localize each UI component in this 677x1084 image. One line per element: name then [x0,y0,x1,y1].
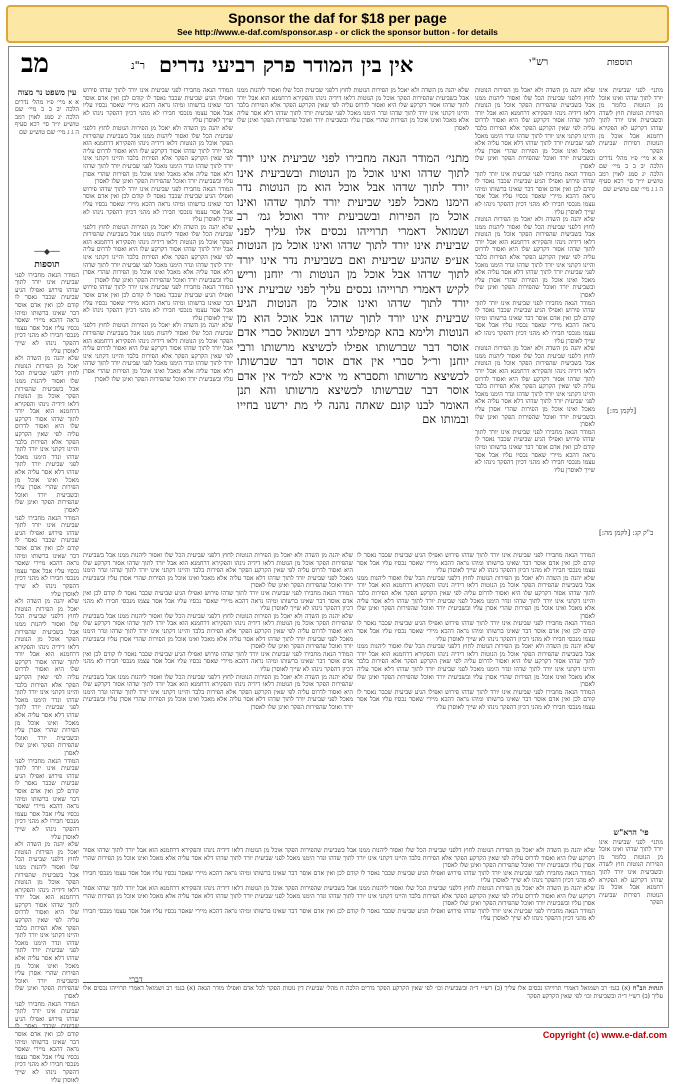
commentary-lower-left [83,552,353,842]
tosafot-text-5: המודר הנאה מחבירו לפני שביעית אינו יורד לתוך שדהו פירוש ואפילו הגיע שביעית שכבר נאסר לו קודם לכן ואין אדם אוסר דבר שאינו ברשותו ומיהו נראה דהכא מיירי שאסר נכסיו עליו אבל אסר עצמו מנכסי חבירו לא מהני דכיון דהפקר נינהו לא שייך לאוסרן עליו [15,757,79,841]
ein-mishpat-column [15,87,79,207]
rashi-heading: רש"י [529,57,549,68]
bottom-wide-text-4: המודר הנאה מחבירו לפני שביעית אינו יורד לתוך שדהו פירוש ואפילו הגיע שביעית שכבר נאסר לו קודם לכן ואין אדם אוסר דבר שאינו ברשותו ומיהו נראה דהכא מיירי שאסר נכסיו עליו אבל אסר עצמו מנכסי חבירו לא מהני דכיון דהפקר נינהו לא שייך לאוסרן עליו [83,907,595,923]
rashi-text-4: המודר הנאה מחבירו לפני שביעית אינו יורד לתוך שדהו פירוש ואפילו הגיע שביעית שכבר נאסר לו קודם לכן ואין אדם אוסר דבר שאינו ברשותו ומיהו נראה דהכא מיירי שאסר נכסיו עליו אבל אסר עצמו מנכסי חבירו לא מהני דכיון דהפקר נינהו לא שייך לאוסרן עליו [475,299,595,345]
ein-mishpat-text: א א מיי׳ פ״ו מהל׳ נדרים הלכה יב ב ב מיי׳ שם הלכה יג סמג לאוין רמב טוש״ע יו״ד סי׳ רכא סעיף ה ג ג מיי׳ שם טוש״ע שם [15,98,79,136]
tosafot-upper-text-2: שלא יהנה מן השדה ולא יאכל מן הפירות הנוטות לחוץ דלפני שביעית הכל שלו ואסור ליהנות ממנו אבל בשביעית שהפירות הפקר אוכל מן הנוטות דלאו דידיה נינהו והפקירא דרחמנא הוא אבל יורד לתוך שדהו אסור דקרקע שלו היא ואסור לדרוס עליה לפי שאין הקרקע הפקר אלא הפירות בלבד והיינו דקתני אינו יורד לתוך שדהו ונדר הימנו מאכל לפני שביעית יורד לתוך שדהו דלא אסר עליה אלא מאכל ואינו אוכל מן הפירות שהרי אסרן עליו ובשביעית יורד ואוכל שהפירות הפקר ואינן שלו לאסרן [83,124,233,186]
margin-ref-1: [לקמן מז:] [607,407,637,415]
tosafot-text-1: המודר הנאה מחבירו לפני שביעית אינו יורד לתוך שדהו פירוש ואפילו הגיע שביעית שכבר נאסר לו קודם לכן ואין אדם אוסר דבר שאינו ברשותו ומיהו נראה דהכא מיירי שאסר נכסיו עליו אבל אסר עצמו מנכסי חבירו לא מהני דכיון דהפקר נינהו לא שייך לאוסרן עליו [15,271,79,355]
rashi-text-6: המודר הנאה מחבירו לפני שביעית אינו יורד לתוך שדהו פירוש ואפילו הגיע שביעית שכבר נאסר לו קודם לכן ואין אדם אוסר דבר שאינו ברשותו ומיהו נראה דהכא מיירי שאסר נכסיו עליו אבל אסר עצמו מנכסי חבירו לא מהני דכיון דהפקר נינהו לא שייך לאוסרן עליו [475,428,595,474]
tosafot-label: תוספות [34,260,60,270]
commentary-top-strip [237,87,469,147]
tosafot-text-6: שלא יהנה מן השדה ולא יאכל מן הפירות הנוטות לחוץ דלפני שביעית הכל שלו ואסור ליהנות ממנו אבל בשביעית שהפירות הפקר אוכל מן הנוטות דלאו דידיה נינהו והפקירא דרחמנא הוא אבל יורד לתוך שדהו אסור דקרקע שלו היא ואסור לדרוס עליה לפי שאין הקרקע הפקר אלא הפירות בלבד והיינו דקתני אינו יורד לתוך שדהו ונדר הימנו מאכל לפני שביעית יורד לתוך שדהו דלא אסר עליה אלא מאכל ואינו אוכל מן הפירות שהרי אסרן עליו ובשביעית יורד ואוכל שהפירות הפקר ואינן שלו לאסרן [15,841,79,1000]
tosafot-upper-text-1: המודר הנאה מחבירו לפני שביעית אינו יורד לתוך שדהו פירוש ואפילו הגיע שביעית שכבר נאסר לו קודם לכן ואין אדם אוסר דבר שאינו ברשותו ומיהו נראה דהכא מיירי שאסר נכסיו עליו אבל אסר עצמו מנכסי חבירו לא מהני דכיון דהפקר נינהו לא שייך לאוסרן עליו [83,87,233,125]
rashi-text-3: שלא יהנה מן השדה ולא יאכל מן הפירות הנוטות לחוץ דלפני שביעית הכל שלו ואסור ליהנות ממנו אבל בשביעית שהפירות הפקר אוכל מן הנוטות דלאו דידיה נינהו והפקירא דרחמנא הוא אבל יורד לתוך שדהו אסור דקרקע שלו היא ואסור לדרוס עליה לפי שאין הקרקע הפקר אלא הפירות בלבד והיינו דקתני אינו יורד לתוך שדהו ונדר הימנו מאכל לפני שביעית יורד לתוך שדהו דלא אסר עליה אלא מאכל ואינו אוכל מן הפירות שהרי אסרן עליו ובשביעית יורד ואוכל שהפירות הפקר ואינן שלו לאסרן [475,216,595,300]
tosafot-upper-text-4: שלא יהנה מן השדה ולא יאכל מן הפירות הנוטות לחוץ דלפני שביעית הכל שלו ואסור ליהנות ממנו אבל בשביעית שהפירות הפקר אוכל מן הנוטות דלאו דידיה נינהו והפקירא דרחמנא הוא אבל יורד לתוך שדהו אסור דקרקע שלו היא ואסור לדרוס עליה לפי שאין הקרקע הפקר אלא הפירות בלבד והיינו דקתני אינו יורד לתוך שדהו ונדר הימנו מאכל לפני שביעית יורד לתוך שדהו דלא אסר עליה אלא מאכל ואינו אוכל מן הפירות שהרי אסרן עליו ובשביעית יורד ואוכל שהפירות הפקר ואינן שלו לאסרן [83,223,233,284]
copyright-notice[interactable]: Copyright (c) www.e-daf.com [542,1030,667,1040]
lower-right-text-4: שלא יהנה מן השדה ולא יאכל מן הפירות הנוטות לחוץ דלפני שביעית הכל שלו ואסור ליהנות ממנו אבל בשביעית שהפירות הפקר אוכל מן הנוטות דלאו דידיה נינהו והפקירא דרחמנא הוא אבל יורד לתוך שדהו אסור דקרקע שלו היא ואסור לדרוס עליה לפי שאין הקרקע הפקר אלא הפירות בלבד והיינו דקתני אינו יורד לתוך שדהו ונדר הימנו מאכל לפני שביעית יורד לתוך שדהו דלא אסר עליה אלא מאכל ואינו אוכל מן הפירות שהרי אסרן עליו ובשביעית יורד ואוכל שהפירות הפקר ואינן שלו לאסרן [357,643,595,689]
sponsor-banner[interactable] [6,5,669,43]
tosafot-upper-block [83,87,233,547]
hagahot-text: (א) בגמ׳ רב ושמואל דאמרי תרוייהו נכסים אלו עליך (ב) רש״י ד״ה ובשביעית וכו׳ לפי שאין הקרקע הפקר [377,985,631,992]
tosafot-text-3: המודר הנאה מחבירו לפני שביעית אינו יורד לתוך שדהו פירוש ואפילו הגיע שביעית שכבר נאסר לו קודם לכן ואין אדם אוסר דבר שאינו ברשותו ומיהו נראה דהכא מיירי שאסר נכסיו עליו אבל אסר עצמו מנכסי חבירו לא מהני דכיון דהפקר נינהו לא שייך לאוסרן עליו [15,514,79,598]
divrei-label: דברי [129,975,143,984]
tosafot-text-2: שלא יהנה מן השדה ולא יאכל מן הפירות הנוטות לחוץ דלפני שביעית הכל שלו ואסור ליהנות ממנו אבל בשביעית שהפירות הפקר אוכל מן הנוטות דלאו דידיה נינהו והפקירא דרחמנא הוא אבל יורד לתוך שדהו אסור דקרקע שלו היא ואסור לדרוס עליה לפי שאין הקרקע הפקר אלא הפירות בלבד והיינו דקתני אינו יורד לתוך שדהו ונדר הימנו מאכל לפני שביעית יורד לתוך שדהו דלא אסר עליה אלא מאכל ואינו אוכל מן הפירות שהרי אסרן עליו ובשביעית יורד ואוכל שהפירות הפקר ואינן שלו לאסרן [15,355,79,514]
tosafot-text-4: שלא יהנה מן השדה ולא יאכל מן הפירות הנוטות לחוץ דלפני שביעית הכל שלו ואסור ליהנות ממנו אבל בשביעית שהפירות הפקר אוכל מן הנוטות דלאו דידיה נינהו והפקירא דרחמנא הוא אבל יורד לתוך שדהו אסור דקרקע שלו היא ואסור לדרוס עליה לפי שאין הקרקע הפקר אלא הפירות בלבד והיינו דקתני אינו יורד לתוך שדהו ונדר הימנו מאכל לפני שביעית יורד לתוך שדהו דלא אסר עליה אלא מאכל ואינו אוכל מן הפירות שהרי אסרן עליו ובשביעית יורד ואוכל שהפירות הפקר ואינן שלו לאסרן [15,598,79,757]
lower-right-text-2: שלא יהנה מן השדה ולא יאכל מן הפירות הנוטות לחוץ דלפני שביעית הכל שלו ואסור ליהנות ממנו אבל בשביעית שהפירות הפקר אוכל מן הנוטות דלאו דידיה נינהו והפקירא דרחמנא הוא אבל יורד לתוך שדהו אסור דקרקע שלו היא ואסור לדרוס עליה לפי שאין הקרקע הפקר אלא הפירות בלבד והיינו דקתני אינו יורד לתוך שדהו ונדר הימנו מאכל לפני שביעית יורד לתוך שדהו דלא אסר עליה אלא מאכל ואינו אוכל מן הפירות שהרי אסרן עליו ובשביעית יורד ואוכל שהפירות הפקר ואינן שלו לאסרן [357,574,595,620]
tosafot-text-7: המודר הנאה מחבירו לפני שביעית אינו יורד לתוך שדהו פירוש ואפילו הגיע שביעית שכבר נאסר לו קודם לכן ואין אדם אוסר דבר שאינו ברשותו ומיהו נראה דהכא מיירי שאסר נכסיו עליו אבל אסר עצמו מנכסי חבירו לא מהני דכיון דהפקר נינהו לא שייך לאוסרן עליו [15,1000,79,1084]
tosafot-column [15,260,79,1084]
lower-right-text-5: המודר הנאה מחבירו לפני שביעית אינו יורד לתוך שדהו פירוש ואפילו הגיע שביעית שכבר נאסר לו קודם לכן ואין אדם אוסר דבר שאינו ברשותו ומיהו נראה דהכא מיירי שאסר נכסיו עליו אבל אסר עצמו מנכסי חבירו לא מהני דכיון דהפקר נינהו לא שייך לאוסרן עליו [357,688,595,711]
tosafot-upper-text-5: המודר הנאה מחבירו לפני שביעית אינו יורד לתוך שדהו פירוש ואפילו הגיע שביעית שכבר נאסר לו קודם לכן ואין אדם אוסר דבר שאינו ברשותו ומיהו נראה דהכא מיירי שאסר נכסיו עליו אבל אסר עצמו מנכסי חבירו לא מהני דכיון דהפקר נינהו לא שייך לאוסרן עליו [83,284,233,322]
lower-right-text-3: המודר הנאה מחבירו לפני שביעית אינו יורד לתוך שדהו פירוש ואפילו הגיע שביעית שכבר נאסר לו קודם לכן ואין אדם אוסר דבר שאינו ברשותו ומיהו נראה דהכא מיירי שאסר נכסיו עליו אבל אסר עצמו מנכסי חבירו לא מהני דכיון דהפקר נינהו לא שייך לאוסרן עליו [357,620,595,643]
rosh-label: פי' הרא"ש [613,827,649,837]
rashi-text-5: שלא יהנה מן השדה ולא יאכל מן הפירות הנוטות לחוץ דלפני שביעית הכל שלו ואסור ליהנות ממנו אבל בשביעית שהפירות הפקר אוכל מן הנוטות דלאו דידיה נינהו והפקירא דרחמנא הוא אבל יורד לתוך שדהו אסור דקרקע שלו היא ואסור לדרוס עליה לפי שאין הקרקע הפקר אלא הפירות בלבד והיינו דקתני אינו יורד לתוך שדהו ונדר הימנו מאכל לפני שביעית יורד לתוך שדהו דלא אסר עליה אלא מאכל ואינו אוכל מן הפירות שהרי אסרן עליו ובשביעית יורד ואוכל שהפירות הפקר ואינן שלו לאסרן [475,345,595,429]
rosh-text: מתני׳ לפני שביעית אינו יורד לתוך שדהו ואינו אוכל מן הנוטות כלומר מן הפירות הנוטות חוץ לשדה ובשביעית אינו יורד לתוך שדהו דקרקע לא הפקירא רחמנא אבל אוכל מן הנוטות דפירות שביעית הפקר [599,838,663,907]
margin-ref-2: ב"ק קג: [לקמן מה:] [599,529,654,537]
rashi-text-1: שלא יהנה מן השדה ולא יאכל מן הפירות הנוטות לחוץ דלפני שביעית הכל שלו ואסור ליהנות ממנו אבל בשביעית שהפירות הפקר אוכל מן הנוטות דלאו דידיה נינהו והפקירא דרחמנא הוא אבל יורד לתוך שדהו אסור דקרקע שלו היא ואסור לדרוס עליה לפי שאין הקרקע הפקר אלא הפירות בלבד והיינו דקתני אינו יורד לתוך שדהו ונדר הימנו מאכל לפני שביעית יורד לתוך שדהו דלא אסר עליה אלא מאכל ואינו אוכל מן הפירות שהרי אסרן עליו ובשביעית יורד ואוכל שהפירות הפקר ואינן שלו לאסרן [475,87,595,170]
masoret-column [599,87,663,397]
folio-number: מב [21,49,49,79]
commentary-lower-right [357,552,595,842]
tosafot-upper-text-6: שלא יהנה מן השדה ולא יאכל מן הפירות הנוטות לחוץ דלפני שביעית הכל שלו ואסור ליהנות ממנו אבל בשביעית שהפירות הפקר אוכל מן הנוטות דלאו דידיה נינהו והפקירא דרחמנא הוא אבל יורד לתוך שדהו אסור דקרקע שלו היא ואסור לדרוס עליה לפי שאין הקרקע הפקר אלא הפירות בלבד והיינו דקתני אינו יורד לתוך שדהו ונדר הימנו מאכל לפני שביעית יורד לתוך שדהו דלא אסר עליה אלא מאכל ואינו אוכל מן הפירות שהרי אסרן עליו ובשביעית יורד ואוכל שהפירות הפקר ואינן שלו לאסרן [83,322,233,383]
sponsor-title[interactable]: Sponsor the daf for $18 per page [228,10,447,26]
lower-left-text-5: שלא יהנה מן השדה ולא יאכל מן הפירות הנוטות לחוץ דלפני שביעית הכל שלו ואסור ליהנות ממנו אבל בשביעית שהפירות הפקר אוכל מן הנוטות דלאו דידיה נינהו והפקירא דרחמנא הוא אבל יורד לתוך שדהו אסור דקרקע שלו היא ואסור לדרוס עליה לפי שאין הקרקע הפקר אלא הפירות בלבד והיינו דקתני אינו יורד לתוך שדהו ונדר הימנו מאכל לפני שביעית יורד לתוך שדהו דלא אסר עליה אלא מאכל ואינו אוכל מן הפירות שהרי אסרן עליו ובשביעית יורד ואוכל שהפירות הפקר ואינן שלו לאסרן [83,673,353,711]
hagahot-text-2: (א) בגמ׳ רב ושמואל דאמרי תרוייהו נכסים אלו עליך (ב) רש״י ד״ה ובשביעית וכו׳ לפי שאין הקרקע הפקר [83,985,663,1000]
bottom-wide-text-2: המודר הנאה מחבירו לפני שביעית אינו יורד לתוך שדהו פירוש ואפילו הגיע שביעית שכבר נאסר לו קודם לכן ואין אדם אוסר דבר שאינו ברשותו ומיהו נראה דהכא מיירי שאסר נכסיו עליו אבל אסר עצמו מנכסי חבירו לא מהני דכיון דהפקר נינהו לא שייך לאוסרן עליו [83,869,595,885]
rosh-column [599,827,663,977]
masoret-text-2: א א מיי׳ פ״ו מהל׳ נדרים הלכה יב ב ב מיי׳ שם הלכה יג סמג לאוין רמב טוש״ע יו״ד סי׳ רכא סעיף ה ג ג מיי׳ שם טוש״ע שם [599,155,663,193]
sponsor-subtitle[interactable]: See http://www.e-daf.com/sponsor.asp - or click the sponsor button - for details [177,27,498,37]
lower-left-text-4: המודר הנאה מחבירו לפני שביעית אינו יורד לתוך שדהו פירוש ואפילו הגיע שביעית שכבר נאסר לו קודם לכן ואין אדם אוסר דבר שאינו ברשותו ומיהו נראה דהכא מיירי שאסר נכסיו עליו אבל אסר עצמו מנכסי חבירו לא מהני דכיון דהפקר נינהו לא שייך לאוסרן עליו [83,650,353,673]
masoret-heading: תוספות [607,58,633,68]
tractate-title: אין בין המודר פרק רביעי נדרים [159,52,414,77]
bottom-notes [83,985,663,1025]
lower-left-text-1: שלא יהנה מן השדה ולא יאכל מן הפירות הנוטות לחוץ דלפני שביעית הכל שלו ואסור ליהנות ממנו אבל בשביעית שהפירות הפקר אוכל מן הנוטות דלאו דידיה נינהו והפקירא דרחמנא הוא אבל יורד לתוך שדהו אסור דקרקע שלו היא ואסור לדרוס עליה לפי שאין הקרקע הפקר אלא הפירות בלבד והיינו דקתני אינו יורד לתוך שדהו ונדר הימנו מאכל לפני שביעית יורד לתוך שדהו דלא אסר עליה אלא מאכל ואינו אוכל מן הפירות שהרי אסרן עליו ובשביעית יורד ואוכל שהפירות הפקר ואינן שלו לאסרן [83,552,353,590]
commentary-bottom-wide [83,847,595,977]
notes-separator [83,982,663,983]
hagahot-label: הגהות הב"ח [632,985,664,992]
gemara-text: מתני׳ המודר הנאה מחבירו לפני שביעית אינו יורד לתוך שדהו ואינו אוכל מן הנוטות ובשביעית אינו יורד לתוך שדהו אבל אוכל הוא מן הנוטות נדר הימנו מאכל לפני שביעית יורד לתוך שדהו ואינו אוכל מן הפירות ובשביעית יורד ואוכל׃ גמ׳ רב ושמואל דאמרי תרוייהו נכסים אלו עליך לפני שביעית אינו יורד לתוך שדהו ואינו אוכל מן הנוטות אע״פ שהגיע שביעית ואם בשביעית נדר אינו יורד לתוך שדהו אבל אוכל מן הנוטות ור׳ יוחנן וריש לקיש דאמרי תרוייהו נכסים עליך לפני שביעית אינו יורד לתוך שדהו ואינו אוכל מן הנוטות הגיע שביעית אינו יורד לתוך שדהו אבל אוכל הוא מן הנוטות ולימא בהא קמיפלגי דרב ושמואל סברי אדם אוסר דבר שברשותו אפילו לכשיצא מרשותו ורבי יוחנן ור״ל סברי אין אדם אוסר דבר שברשותו לכשיצא מרשותו ותסברא מי איכא למ״ד אין אדם אוסר דבר שברשותו לכשיצא מרשותו והא תנן האומר לבנו קונם שאתה נהנה לי מת ירשנו בחייו ובמותו אם [237,151,469,426]
top-strip-text: שלא יהנה מן השדה ולא יאכל מן הפירות הנוטות לחוץ דלפני שביעית הכל שלו ואסור ליהנות ממנו אבל בשביעית שהפירות הפקר אוכל מן הנוטות דלאו דידיה נינהו והפקירא דרחמנא הוא אבל יורד לתוך שדהו אסור דקרקע שלו היא ואסור לדרוס עליה לפי שאין הקרקע הפקר אלא הפירות בלבד והיינו דקתני אינו יורד לתוך שדהו ונדר הימנו מאכל לפני שביעית יורד לתוך שדהו דלא אסר עליה אלא מאכל ואינו אוכל מן הפירות שהרי אסרן עליו ובשביעית יורד ואוכל שהפירות הפקר ואינן שלו לאסרן [237,87,469,132]
masoret-text-1: מתני׳ לפני שביעית אינו יורד לתוך שדהו ואינו אוכל מן הנוטות כלומר מן הפירות הנוטות חוץ לשדה ובשביעית אינו יורד לתוך שדהו דקרקע לא הפקירא רחמנא אבל אוכל מן הנוטות דפירות שביעית הפקר [599,87,663,155]
lower-right-text-1: המודר הנאה מחבירו לפני שביעית אינו יורד לתוך שדהו פירוש ואפילו הגיע שביעית שכבר נאסר לו קודם לכן ואין אדם אוסר דבר שאינו ברשותו ומיהו נראה דהכא מיירי שאסר נכסיו עליו אבל אסר עצמו מנכסי חבירו לא מהני דכיון דהפקר נינהו לא שייך לאוסרן עליו [357,552,595,575]
ein-mishpat-label: עין משפט נר מצוה [17,87,77,97]
gemara-main-text [237,151,469,551]
rashi-column [475,87,595,557]
ornament-divider: ──◆── [34,247,60,256]
lower-left-text-2: המודר הנאה מחבירו לפני שביעית אינו יורד לתוך שדהו פירוש ואפילו הגיע שביעית שכבר נאסר לו קודם לכן ואין אדם אוסר דבר שאינו ברשותו ומיהו נראה דהכא מיירי שאסר נכסיו עליו אבל אסר עצמו מנכסי חבירו לא מהני דכיון דהפקר נינהו לא שייך לאוסרן עליו [83,589,353,613]
bottom-notes-text: נדרים הלכה ח מהל׳ שביעית דין נוטות הפקר לכל אדם ואפילו מודר הנאה [197,985,375,992]
bottom-wide-text-1: שלא יהנה מן השדה ולא יאכל מן הפירות הנוטות לחוץ דלפני שביעית הכל שלו ואסור ליהנות ממנו אבל בשביעית שהפירות הפקר אוכל מן הנוטות דלאו דידיה נינהו והפקירא דרחמנא הוא אבל יורד לתוך שדהו אסור דקרקע שלו היא ואסור לדרוס עליה לפי שאין הקרקע הפקר אלא הפירות בלבד והיינו דקתני אינו יורד לתוך שדהו ונדר הימנו מאכל לפני שביעית יורד לתוך שדהו דלא אסר עליה אלא מאכל ואינו אוכל מן הפירות שהרי אסרן עליו ובשביעית יורד ואוכל שהפירות הפקר ואינן שלו לאסרן [83,847,595,870]
lower-left-text-3: שלא יהנה מן השדה ולא יאכל מן הפירות הנוטות לחוץ דלפני שביעית הכל שלו ואסור ליהנות ממנו אבל בשביעית שהפירות הפקר אוכל מן הנוטות דלאו דידיה נינהו והפקירא דרחמנא הוא אבל יורד לתוך שדהו אסור דקרקע שלו היא ואסור לדרוס עליה לפי שאין הקרקע הפקר אלא הפירות בלבד והיינו דקתני אינו יורד לתוך שדהו ונדר הימנו מאכל לפני שביעית יורד לתוך שדהו דלא אסר עליה אלא מאכל ואינו אוכל מן הפירות שהרי אסרן עליו ובשביעית יורד ואוכל שהפירות הפקר ואינן שלו לאסרן [83,612,353,651]
header-tag: ר"נ [131,59,146,72]
rashi-text-2: המודר הנאה מחבירו לפני שביעית אינו יורד לתוך שדהו פירוש ואפילו הגיע שביעית שכבר נאסר לו קודם לכן ואין אדם אוסר דבר שאינו ברשותו ומיהו נראה דהכא מיירי שאסר נכסיו עליו אבל אסר עצמו מנכסי חבירו לא מהני דכיון דהפקר נינהו לא שייך לאוסרן עליו [475,170,595,216]
bottom-wide-text-3: שלא יהנה מן השדה ולא יאכל מן הפירות הנוטות לחוץ דלפני שביעית הכל שלו ואסור ליהנות ממנו אבל בשביעית שהפירות הפקר אוכל מן הנוטות דלאו דידיה נינהו והפקירא דרחמנא הוא אבל יורד לתוך שדהו אסור דקרקע שלו היא ואסור לדרוס עליה לפי שאין הקרקע הפקר אלא הפירות בלבד והיינו דקתני אינו יורד לתוך שדהו ונדר הימנו מאכל לפני שביעית יורד לתוך שדהו דלא אסר עליה אלא מאכל ואינו אוכל מן הפירות שהרי אסרן עליו ובשביעית יורד ואוכל שהפירות הפקר ואינן שלו לאסרן [83,884,595,908]
tosafot-upper-text-3: המודר הנאה מחבירו לפני שביעית אינו יורד לתוך שדהו פירוש ואפילו הגיע שביעית שכבר נאסר לו קודם לכן ואין אדם אוסר דבר שאינו ברשותו ומיהו נראה דהכא מיירי שאסר נכסיו עליו אבל אסר עצמו מנכסי חבירו לא מהני דכיון דהפקר נינהו לא שייך לאוסרן עליו [83,185,233,224]
